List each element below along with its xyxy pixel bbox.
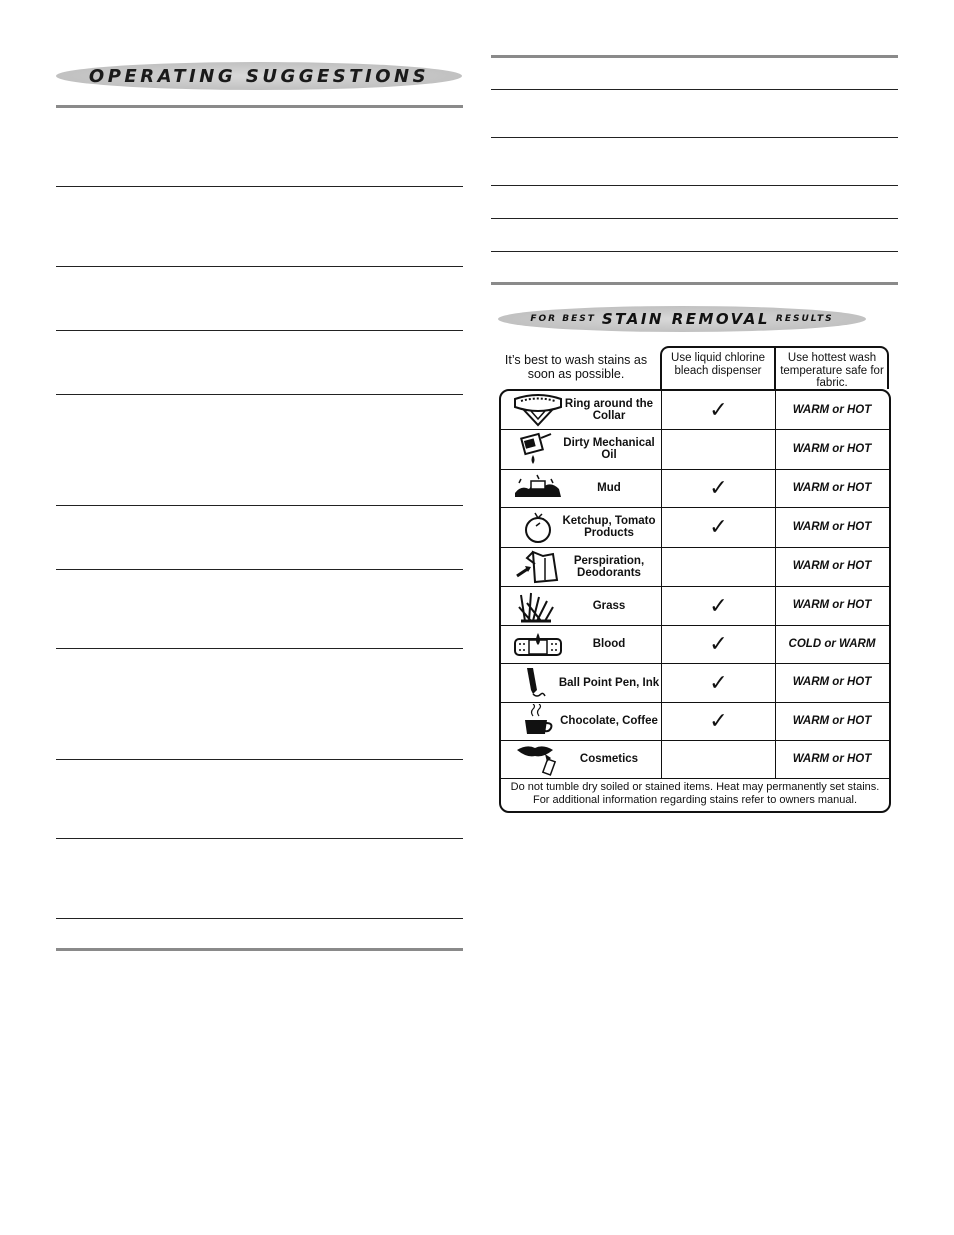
temperature-value: WARM or HOT bbox=[792, 404, 872, 416]
divider bbox=[56, 759, 463, 760]
stain-table-header bbox=[660, 346, 889, 389]
stain-intro-text: It’s best to wash stains as soon as possible. bbox=[504, 353, 648, 381]
footer-line-1: Do not tumble dry soiled or stained items. Heat may permanently set stains. bbox=[510, 781, 880, 793]
temperature-value: WARM or HOT bbox=[792, 443, 872, 455]
bleach-check: ✓ bbox=[709, 708, 728, 733]
stain-row bbox=[501, 429, 889, 470]
operating-suggestions-title: OPERATING SUGGESTIONS bbox=[88, 65, 430, 87]
stain-row bbox=[501, 391, 889, 430]
divider bbox=[491, 89, 898, 90]
bleach-check: ✓ bbox=[709, 475, 728, 500]
divider bbox=[491, 185, 898, 186]
temperature-column-header: Use hottest wash temperature safe for fabric. bbox=[780, 352, 884, 389]
stain-name: Ketchup, Tomato Products bbox=[562, 515, 656, 539]
stain-name: Chocolate, Coffee bbox=[560, 715, 658, 727]
stain-row bbox=[501, 663, 889, 703]
banner-prefix: FOR BEST bbox=[530, 314, 596, 324]
divider bbox=[56, 838, 463, 839]
stain-name: Ring around the Collar bbox=[564, 398, 654, 422]
stain-row bbox=[501, 740, 889, 779]
stain-row bbox=[501, 469, 889, 508]
banner-main: STAIN REMOVAL bbox=[601, 310, 770, 328]
footer-line-2: For additional information regarding stains refer to owners manual. bbox=[532, 794, 858, 806]
stain-row bbox=[501, 547, 889, 587]
section-top-rule bbox=[491, 55, 898, 58]
bleach-check: ✓ bbox=[709, 593, 728, 618]
stain-removal-banner bbox=[498, 306, 866, 332]
temperature-value: WARM or HOT bbox=[792, 560, 872, 572]
stain-name: Cosmetics bbox=[579, 753, 639, 765]
bleach-check: ✓ bbox=[709, 397, 728, 422]
divider bbox=[56, 569, 463, 570]
temperature-value: WARM or HOT bbox=[792, 715, 872, 727]
section-bottom-rule bbox=[491, 282, 898, 285]
stain-row bbox=[501, 507, 889, 548]
temperature-value: COLD or WARM bbox=[788, 638, 876, 650]
stain-name: Perspiration, Deodorants bbox=[573, 554, 645, 579]
section-bottom-rule bbox=[56, 948, 463, 951]
stain-name: Ball Point Pen, Ink bbox=[558, 676, 660, 689]
divider bbox=[56, 186, 463, 187]
bleach-check: ✓ bbox=[709, 631, 728, 656]
temperature-value: WARM or HOT bbox=[792, 599, 872, 611]
stain-name: Mud bbox=[597, 482, 621, 494]
divider bbox=[56, 266, 463, 267]
divider bbox=[491, 218, 898, 219]
divider bbox=[56, 918, 463, 919]
temperature-value: WARM or HOT bbox=[792, 521, 872, 533]
stain-row bbox=[501, 586, 889, 626]
stain-table bbox=[499, 389, 891, 813]
stain-name: Blood bbox=[592, 638, 626, 650]
stain-row bbox=[501, 625, 889, 664]
divider bbox=[56, 394, 463, 395]
divider bbox=[56, 505, 463, 506]
divider bbox=[56, 330, 463, 331]
temperature-value: WARM or HOT bbox=[792, 676, 872, 688]
temperature-value: WARM or HOT bbox=[792, 753, 872, 765]
divider bbox=[491, 251, 898, 252]
stain-footer-note bbox=[501, 781, 889, 807]
divider bbox=[491, 137, 898, 138]
stain-row bbox=[501, 702, 889, 741]
stain-name: Dirty Mechanical Oil bbox=[563, 437, 655, 461]
section-top-rule bbox=[56, 105, 463, 108]
temperature-value: WARM or HOT bbox=[792, 482, 872, 494]
bleach-column-header: Use liquid chlorine bleach dispenser bbox=[671, 352, 765, 377]
divider bbox=[56, 648, 463, 649]
bleach-check: ✓ bbox=[709, 670, 728, 695]
operating-suggestions-banner bbox=[56, 62, 462, 90]
bleach-check: ✓ bbox=[709, 514, 728, 539]
stain-name: Grass bbox=[592, 599, 626, 612]
banner-suffix: RESULTS bbox=[775, 314, 834, 324]
